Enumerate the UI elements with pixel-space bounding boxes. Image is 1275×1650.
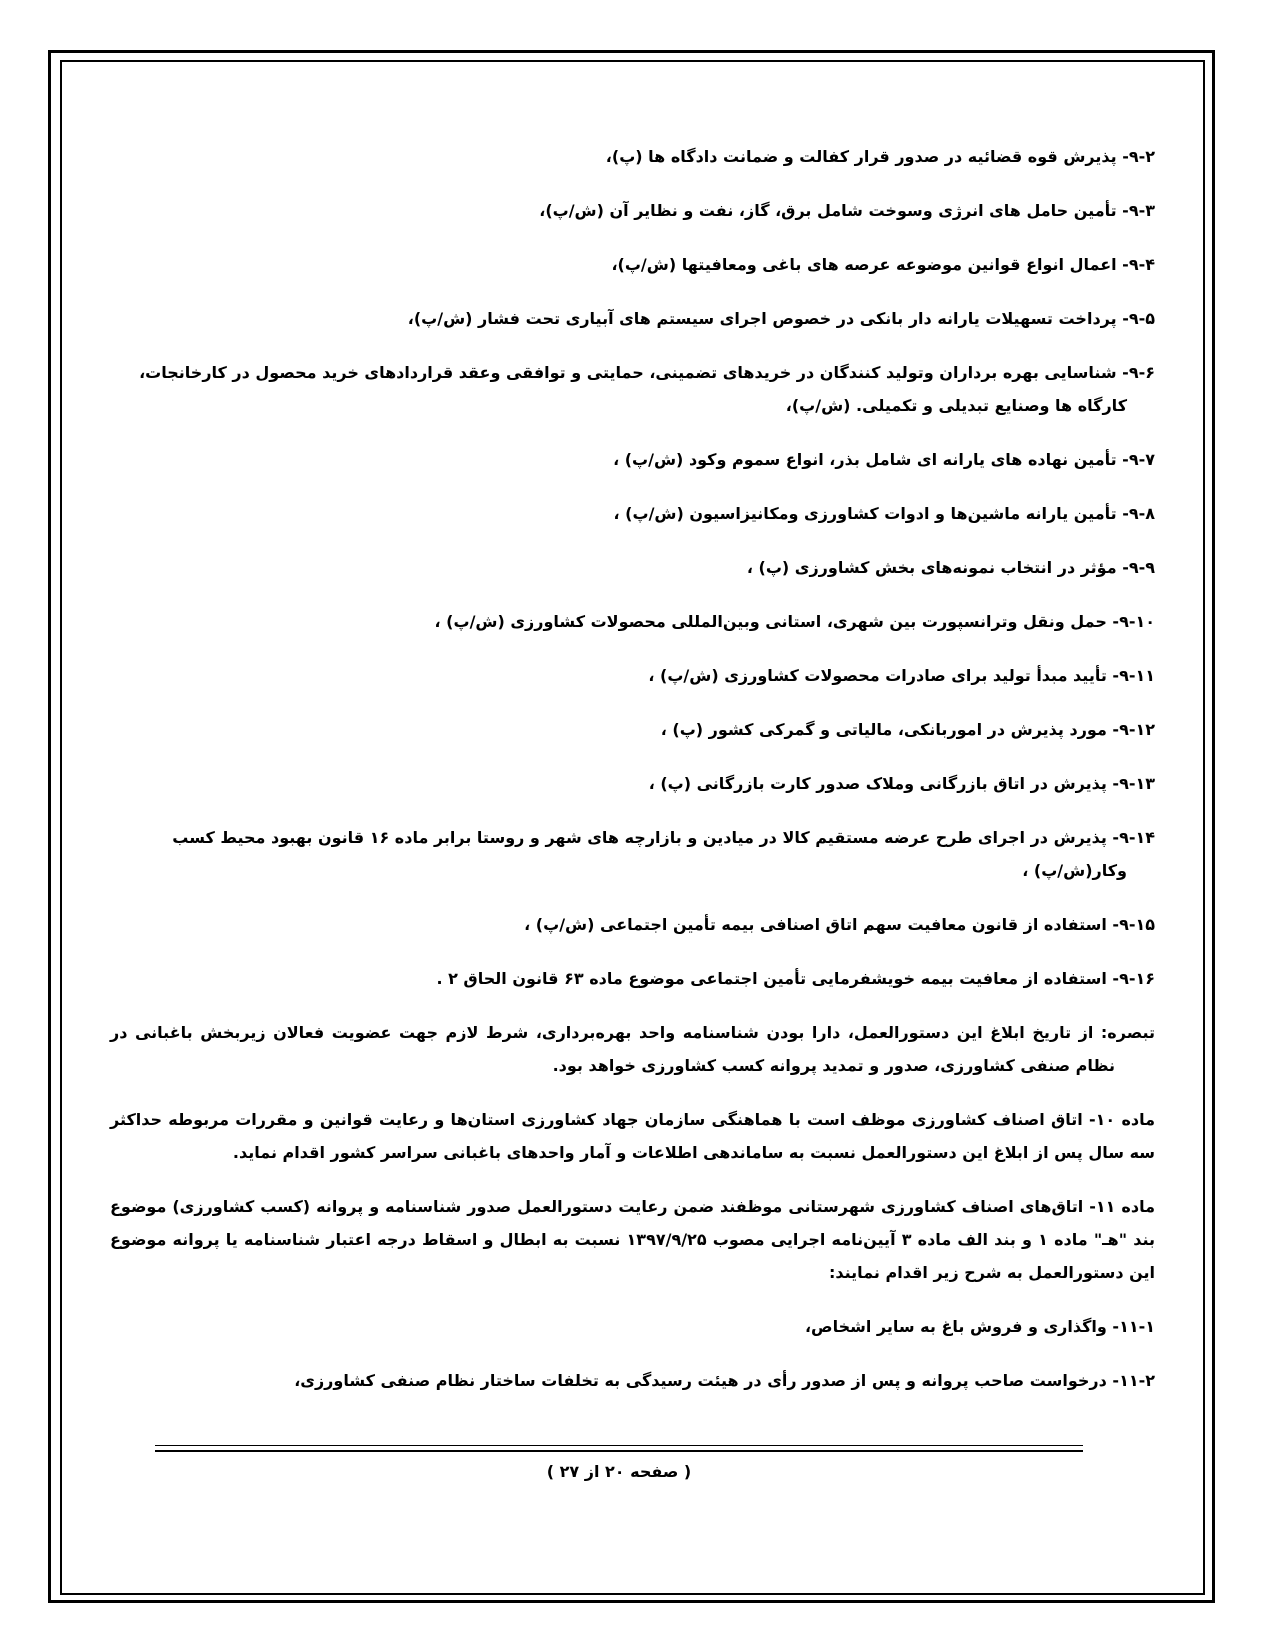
article-11: ماده ۱۱- اتاق‌های اصناف کشاورزی شهرستانی موظفند ضمن رعایت دستورالعمل صدور شناسنامه و پروانه (کسب کشاورزی) موضوع بند "هـ" ماده ۱ و بند الف ماده ۳ آیین‌نامه اجرایی مصوب ۱۳۹۷/۹/۲۵ نسبت به ابطال و اسقاط درجه اعتبار شناسنامه یا پروانه موضوع این دستورالعمل به شرح زیر اقدام نمایند: [110, 1197, 1155, 1282]
clause-9-11: ۹-۱۱- تأیید مبدأ تولید برای صادرات محصولات کشاورزی (ش/پ) ، [648, 666, 1155, 685]
clause-9-14: ۹-۱۴- پذیرش در اجرای طرح عرضه مستقیم کالا در میادین و بازارچه های شهر و روستا برابر ماده ۱۶ قانون بهبود محیط کسب وکار(ش/پ) ، [172, 828, 1155, 880]
note-paragraph: تبصره: از تاریخ ابلاغ این دستورالعمل، دارا بودن شناسنامه واحد بهره‌برداری، شرط لازم جهت عضویت فعالان زیربخش باغبانی در نظام صنفی کشاورزی، صدور و تمدید پروانه کسب کشاورزی خواهد بود. [110, 1023, 1155, 1075]
clause-9-7: ۹-۷- تأمین نهاده های یارانه ای شامل بذر، انواع سموم وکود (ش/پ) ، [613, 450, 1155, 469]
clause-11-1: ۱۱-۱- واگذاری و فروش باغ به سایر اشخاص، [804, 1317, 1155, 1336]
clause-9-13: ۹-۱۳- پذیرش در اتاق بازرگانی وملاک صدور کارت بازرگانی (پ) ، [648, 774, 1155, 793]
clause-11-2: ۱۱-۲- درخواست صاحب پروانه و پس از صدور رأی در هیئت رسیدگی به تخلفات ساختار نظام صنفی کشاورزی، [294, 1371, 1155, 1390]
clause-9-3: ۹-۳- تأمین حامل های انرژی وسوخت شامل برق، گاز، نفت و نظایر آن (ش/پ)، [539, 201, 1155, 220]
clause-9-12: ۹-۱۲- مورد پذیرش در اموربانکی، مالیاتی و گمرکی کشور (پ) ، [660, 720, 1155, 739]
footer-divider [155, 1445, 1083, 1446]
clause-9-10: ۹-۱۰- حمل ونقل وترانسپورت بین شهری، استانی وبین‌المللی محصولات کشاورزی (ش/پ) ، [434, 612, 1155, 631]
document-body [110, 140, 1155, 1418]
clause-9-4: ۹-۴- اعمال انواع قوانین موضوعه عرصه های باغی ومعافیتها (ش/پ)، [611, 255, 1155, 274]
clause-9-2: ۹-۲- پذیرش قوه قضائیه در صدور قرار کفالت و ضمانت دادگاه ها (پ)، [605, 147, 1155, 166]
footer-divider-double [155, 1450, 1083, 1452]
clause-9-5: ۹-۵- پرداخت تسهیلات یارانه دار بانکی در خصوص اجرای سیستم های آبیاری تحت فشار (ش/پ)، [407, 309, 1155, 328]
clause-9-15: ۹-۱۵- استفاده از قانون معافیت سهم اتاق اصنافی بیمه تأمین اجتماعی (ش/پ) ، [524, 915, 1155, 934]
clause-9-16: ۹-۱۶- استفاده از معافیت بیمه خویشفرمایی تأمین اجتماعی موضوع ماده ۶۳ قانون الحاق ۲ . [436, 969, 1155, 988]
clause-9-8: ۹-۸- تأمین یارانه ماشین‌ها و ادوات کشاورزی ومکانیزاسیون (ش/پ) ، [613, 504, 1155, 523]
clause-9-6: ۹-۶- شناسایی بهره برداران وتولید کنندگان در خریدهای تضمینی، حمایتی و توافقی وعقد قراردادهای خرید محصول در کارخانجات، کارگاه ها وصنایع تبدیلی و تکمیلی. (ش/پ)، [139, 363, 1155, 415]
clause-9-9: ۹-۹- مؤثر در انتخاب نمونه‌های بخش کشاورزی (پ) ، [746, 558, 1155, 577]
page-number: ( صفحه ۲۰ از ۲۷ ) [546, 1462, 692, 1481]
article-10: ماده ۱۰- اتاق اصناف کشاورزی موظف است با هماهنگی سازمان جهاد کشاورزی استان‌ها و رعایت قوانین و مقررات مربوطه حداکثر سه سال پس از ابلاغ این دستورالعمل نسبت به ساماندهی اطلاعات و آمار واحدهای باغبانی سراسر کشور اقدام نماید. [110, 1110, 1156, 1162]
